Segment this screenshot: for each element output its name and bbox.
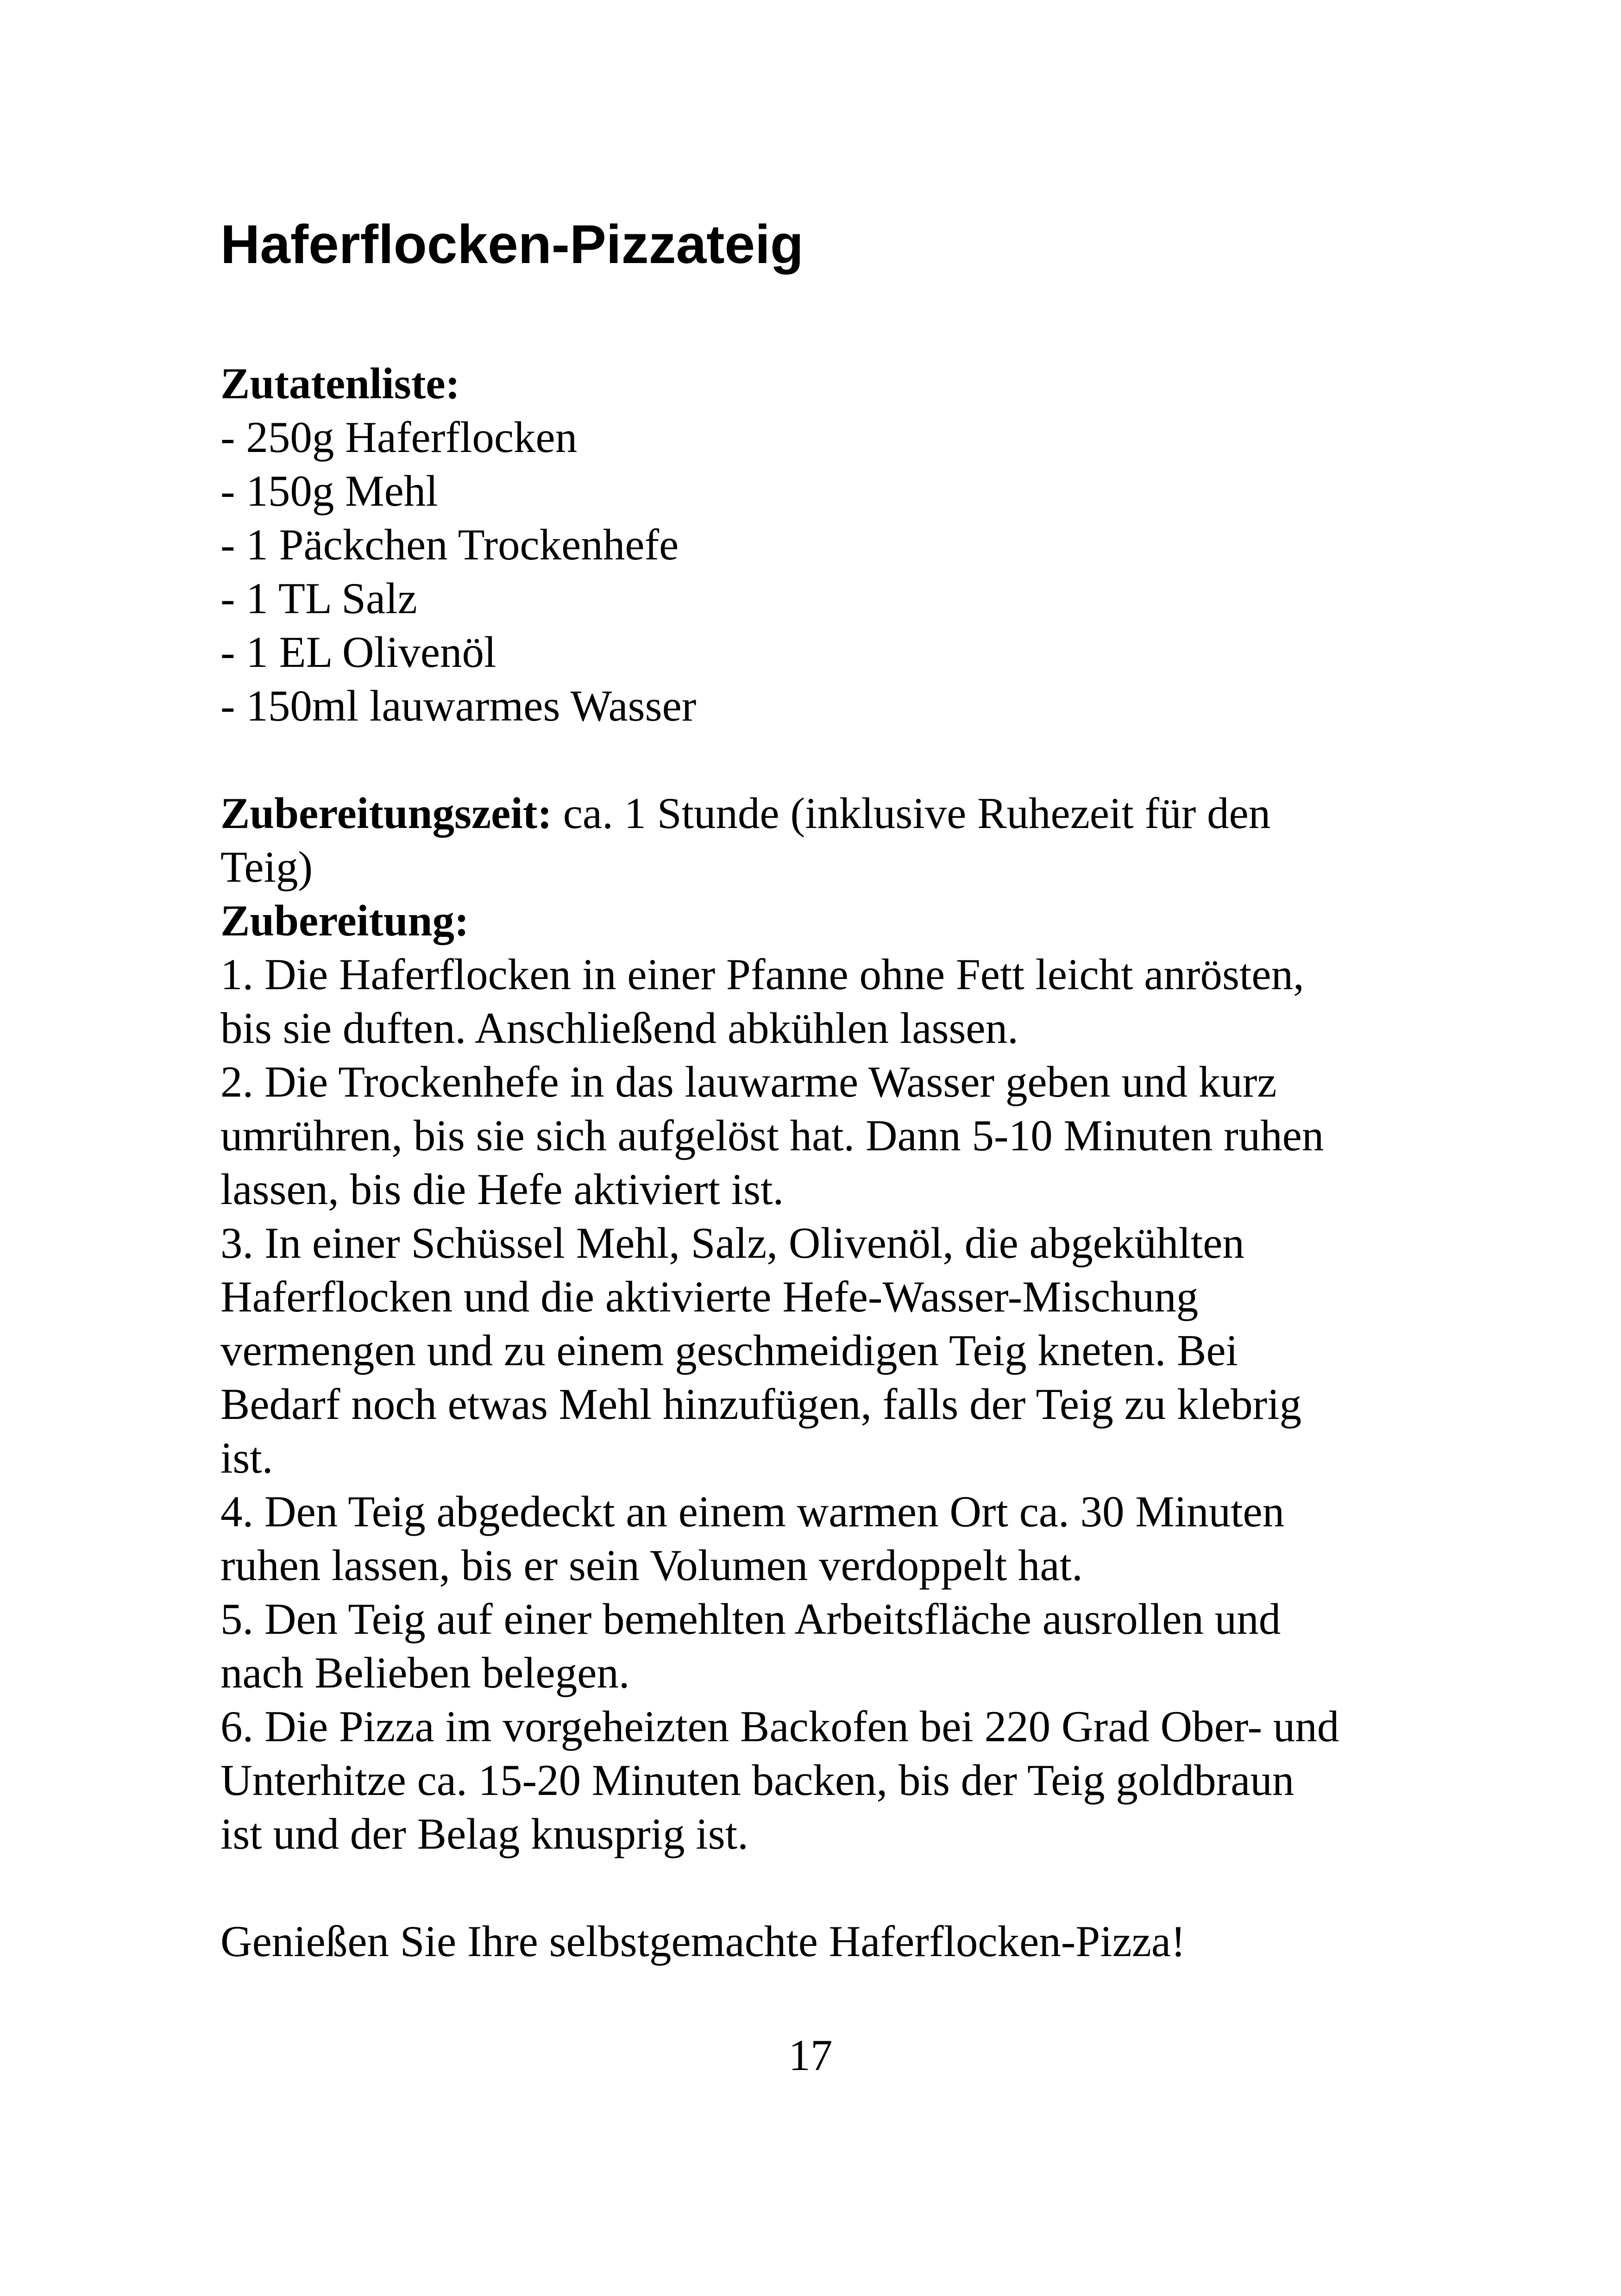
ingredients-list [220, 410, 1425, 733]
instructions-heading: Zubereitung: [220, 896, 469, 945]
instruction-line: 1. Die Haferflocken in einer Pfanne ohne Fett leicht anrösten, [220, 950, 1304, 999]
page-number: 17 [788, 2031, 833, 2080]
instruction-line: 6. Die Pizza im vorgeheizten Backofen bei 220 Grad Ober- und [220, 1702, 1339, 1751]
prep-time-continuation: Teig) [220, 842, 313, 891]
instruction-line: Bedarf noch etwas Mehl hinzufügen, falls der Teig zu klebrig [220, 1380, 1302, 1429]
ingredient-item: - 1 EL Olivenöl [220, 627, 496, 677]
ingredient-item: - 150ml lauwarmes Wasser [220, 681, 697, 730]
instruction-line: 5. Den Teig auf einer bemehlten Arbeitsfläche ausrollen und [220, 1594, 1281, 1644]
instruction-line: ist und der Belag knusprig ist. [220, 1809, 748, 1858]
paragraph-spacer [220, 733, 1425, 786]
ingredient-item: - 250g Haferflocken [220, 413, 578, 462]
ingredients-heading: Zutatenliste: [220, 359, 460, 408]
ingredient-item: - 1 Päckchen Trockenhefe [220, 520, 679, 569]
instruction-line: lassen, bis die Hefe aktiviert ist. [220, 1165, 784, 1214]
instruction-line: 3. In einer Schüssel Mehl, Salz, Olivenöl, die abgekühlten [220, 1218, 1244, 1267]
instruction-line: nach Belieben belegen. [220, 1648, 630, 1697]
instruction-line: 4. Den Teig abgedeckt an einem warmen Ort ca. 30 Minuten [220, 1487, 1285, 1536]
recipe-title: Haferflocken-Pizzateig [220, 214, 804, 275]
instruction-line: Haferflocken und die aktivierte Hefe-Wasser-Mischung [220, 1272, 1199, 1321]
instruction-line: ist. [220, 1433, 273, 1482]
closing-line: Genießen Sie Ihre selbstgemachte Haferflocken-Pizza! [220, 1917, 1186, 1966]
instruction-line: umrühren, bis sie sich aufgelöst hat. Dann 5-10 Minuten ruhen [220, 1111, 1324, 1160]
paragraph-spacer [220, 1861, 1425, 1914]
prep-time-label: Zubereitungszeit: [220, 789, 552, 838]
ingredient-item: - 1 TL Salz [220, 574, 417, 623]
ingredient-item: - 150g Mehl [220, 466, 438, 515]
recipe-body [220, 357, 1425, 1968]
prep-time-line [220, 786, 1425, 840]
instructions-list [220, 947, 1425, 1861]
instruction-line: Unterhitze ca. 15-20 Minuten backen, bis der Teig goldbraun [220, 1756, 1294, 1805]
instruction-line: vermengen und zu einem geschmeidigen Teig kneten. Bei [220, 1326, 1238, 1375]
instruction-line: 2. Die Trockenhefe in das lauwarme Wasser geben und kurz [220, 1057, 1277, 1106]
instruction-line: bis sie duften. Anschließend abkühlen lassen. [220, 1004, 1018, 1053]
prep-time-value: ca. 1 Stunde (inklusive Ruhezeit für den [552, 789, 1271, 838]
instruction-line: ruhen lassen, bis er sein Volumen verdoppelt hat. [220, 1541, 1083, 1590]
